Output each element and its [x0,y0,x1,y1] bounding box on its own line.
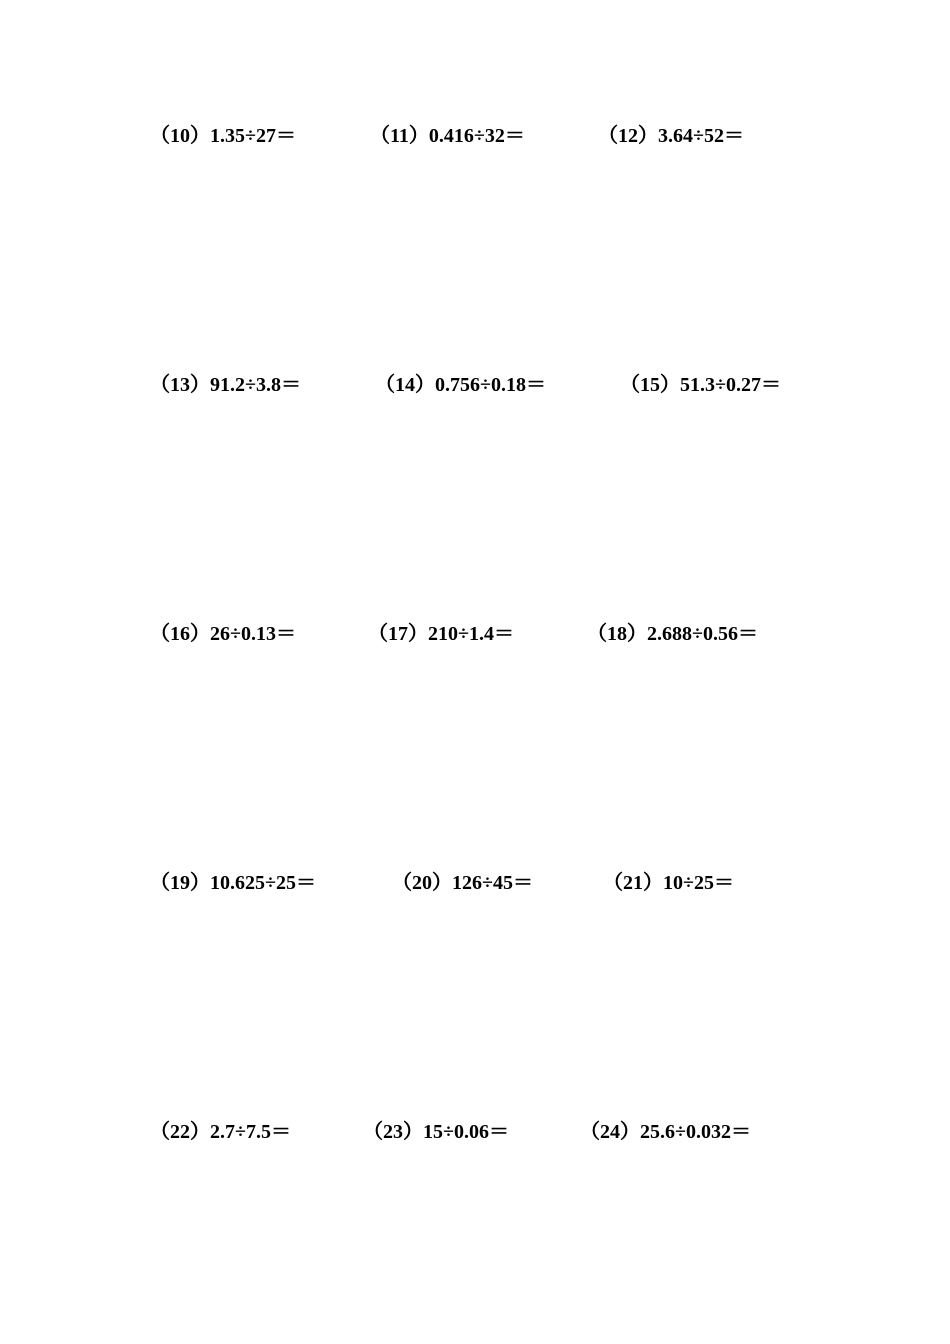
problem-number: （24） [580,1121,640,1143]
problem-12 [598,124,744,148]
problem-expression: 2.688÷0.56＝ [647,623,758,645]
problem-number: （12） [598,125,658,147]
problem-number: （11） [370,125,429,147]
problem-number: （18） [587,623,647,645]
problem-expression: 10.625÷25＝ [210,872,316,894]
problem-22 [150,1120,291,1144]
problem-16 [150,622,296,646]
problem-11 [370,124,525,148]
problem-number: （19） [150,872,210,894]
problem-19 [150,871,316,895]
problem-number: （10） [150,125,210,147]
problem-18 [587,622,758,646]
problem-expression: 210÷1.4＝ [428,623,514,645]
problem-24 [580,1120,751,1144]
problem-number: （23） [363,1121,423,1143]
problem-23 [363,1120,509,1144]
problem-expression: 51.3÷0.27＝ [680,374,781,396]
problem-expression: 26÷0.13＝ [210,623,296,645]
problem-expression: 2.7÷7.5＝ [210,1121,291,1143]
problem-13 [150,373,301,397]
problem-10 [150,124,296,148]
problem-21 [603,871,734,895]
problem-20 [392,871,533,895]
problem-expression: 1.35÷27＝ [210,125,296,147]
problem-number: （14） [375,374,435,396]
problem-expression: 91.2÷3.8＝ [210,374,301,396]
problem-17 [368,622,514,646]
problem-number: （15） [620,374,680,396]
problem-number: （13） [150,374,210,396]
problem-15 [620,373,781,397]
problem-expression: 25.6÷0.032＝ [640,1121,751,1143]
problem-expression: 15÷0.06＝ [423,1121,509,1143]
problem-number: （17） [368,623,428,645]
problem-expression: 0.416÷32＝ [428,125,525,147]
problem-expression: 3.64÷52＝ [658,125,744,147]
problem-number: （20） [392,872,452,894]
problem-14 [375,373,546,397]
problem-number: （21） [603,872,663,894]
problem-expression: 0.756÷0.18＝ [435,374,546,396]
problem-expression: 10÷25＝ [663,872,734,894]
problem-number: （16） [150,623,210,645]
problem-expression: 126÷45＝ [452,872,533,894]
problem-number: （22） [150,1121,210,1143]
